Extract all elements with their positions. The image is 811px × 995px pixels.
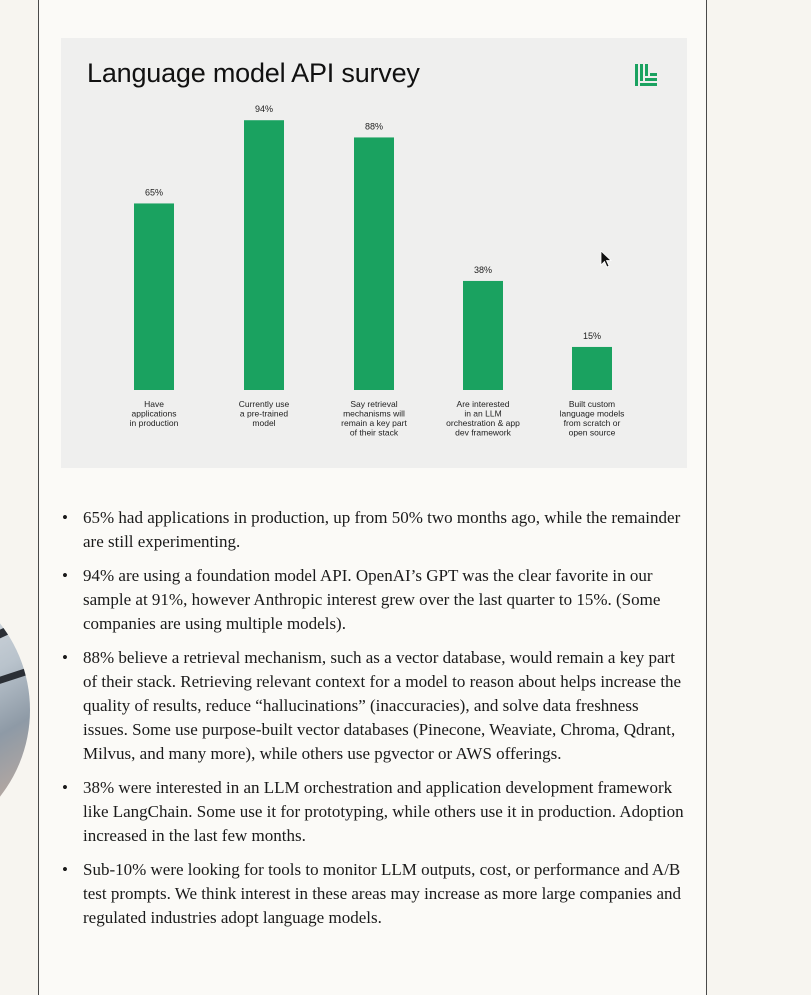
finding-text: 94% are using a foundation model API. OpenAI’s GPT was the clear favorite in our sample at 91%, however Anthropic interest grew over the last quarter to 15%. (Some companies are using multiple models). <box>83 566 661 633</box>
category-label-5: Built custom language models from scratch or open source <box>559 399 625 438</box>
bullet-dot: • <box>62 648 68 667</box>
category-label-3: Say retrieval mechanisms will remain a key part of their stack <box>341 399 407 438</box>
bar-value-label-4: 38% <box>473 264 493 275</box>
finding-text: Sub-10% were looking for tools to monitor LLM outputs, cost, or performance and A/B test prompts. We think interest in these areas may increase as more large companies and regulated industries adopt language models. <box>83 860 682 927</box>
finding-item <box>61 646 687 766</box>
bar-3 <box>354 137 394 390</box>
bullet-dot: • <box>62 860 68 879</box>
finding-text: 38% were interested in an LLM orchestration and application development framework like LangChain. Some use it for prototyping, while others use it in production. Adoption increased in the last few months. <box>83 778 684 845</box>
finding-item <box>61 776 687 848</box>
mouse-cursor-icon <box>600 250 612 268</box>
findings-list <box>61 506 687 940</box>
category-label-2: Currently use a pre-trained model <box>238 399 290 428</box>
bullet-dot: • <box>62 778 68 797</box>
bar-value-label-5: 15% <box>582 330 602 341</box>
bullet-dot: • <box>62 566 68 585</box>
chart-title: Language model API survey <box>87 58 420 88</box>
bar-value-label-1: 65% <box>144 187 164 198</box>
bullet-dot: • <box>62 508 68 527</box>
category-label-4: Are interested in an LLM orchestration & app dev framework <box>446 399 520 438</box>
bar-1 <box>134 203 174 390</box>
article-panel <box>39 0 706 995</box>
brand-grid-logo-icon <box>633 62 659 88</box>
finding-item <box>61 564 687 636</box>
finding-text: 65% had applications in production, up from 50% two months ago, while the remainder are still experimenting. <box>83 508 681 551</box>
finding-item <box>61 858 687 930</box>
right-divider <box>706 0 707 995</box>
bar-value-label-3: 88% <box>364 121 384 132</box>
bar-4 <box>463 281 503 390</box>
bar-2 <box>244 120 284 390</box>
speaker-photo <box>0 570 30 850</box>
finding-item <box>61 506 687 554</box>
survey-chart-card <box>61 38 687 468</box>
survey-bar-chart <box>61 38 687 468</box>
finding-text: 88% believe a retrieval mechanism, such as a vector database, would remain a key part of their stack. Retrieving relevant context for a model to reason about helps increase the quality of results, reduce “hallucinations” (inaccuracies), and solve data freshness issues. Some use purpose-built vector databases (Pinecone, Weaviate, Chroma, Qdrant, Milvus, and many more), while others use pgvector or AWS offerings. <box>83 648 682 763</box>
category-label-1: Have applications in production <box>129 399 179 428</box>
bar-5 <box>572 347 612 390</box>
bar-value-label-2: 94% <box>254 104 274 115</box>
